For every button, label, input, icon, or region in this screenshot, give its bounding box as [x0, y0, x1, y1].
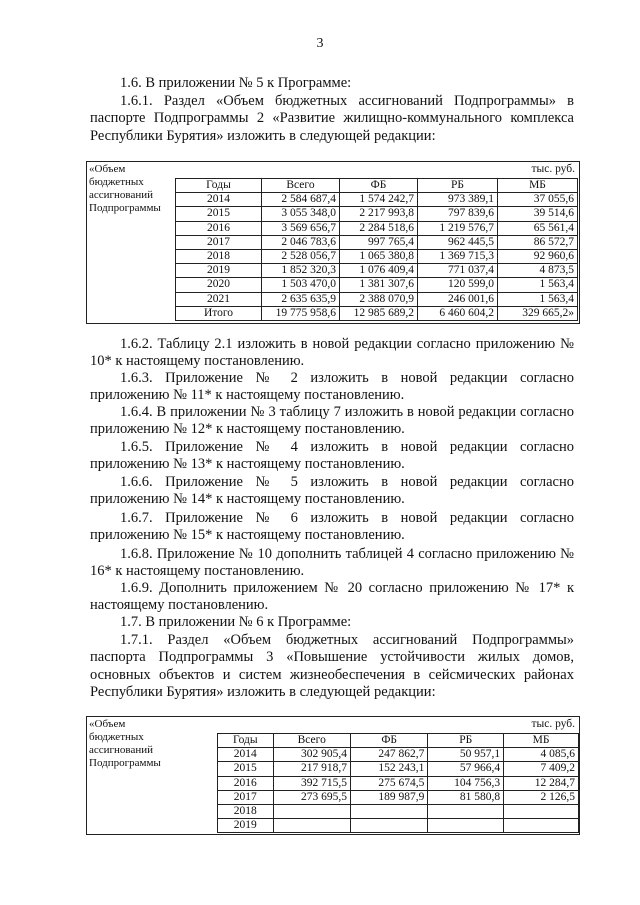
year-cell: 2017 — [218, 790, 274, 804]
column-header: Годы — [176, 179, 262, 193]
value-cell: 57 966,4 — [428, 762, 504, 776]
value-cell — [504, 805, 579, 819]
value-cell: 771 037,4 — [418, 264, 498, 278]
value-cell: 392 715,5 — [273, 776, 350, 790]
paragraph: 1.6.9. Дополнить приложением № 20 согласно приложению № 17* к настоящему постановлению. — [90, 580, 574, 614]
paragraph: 1.6.4. В приложении № 3 таблицу 7 изложить в новой редакции согласно приложению № 12* к настоящему постановлению. — [90, 404, 574, 438]
year-cell: 2020 — [176, 278, 262, 292]
value-cell: 86 572,7 — [498, 235, 578, 249]
table-row — [218, 748, 579, 762]
value-cell — [350, 805, 427, 819]
paragraph: 1.7.1. Раздел «Объем бюджетных ассигнований Подпрограммы» паспорта Подпрограммы 3 «Повышение устойчивости жилых домов, основных объектов и систем жизнеобеспечения в сейсмических районах Республики Бурятия» изложить в следующей редакции: — [90, 632, 574, 701]
table-row — [176, 235, 578, 249]
year-cell: 2019 — [176, 264, 262, 278]
table-header-row — [176, 179, 578, 193]
value-cell: 1 563,4 — [498, 278, 578, 292]
budget-table-subprogram-2 — [86, 161, 580, 324]
value-cell: 329 665,2» — [498, 306, 578, 320]
column-header: Всего — [273, 734, 350, 748]
value-cell: 997 765,4 — [340, 235, 418, 249]
value-cell: 1 852 320,3 — [262, 264, 340, 278]
year-cell: 2015 — [218, 762, 274, 776]
table-row — [218, 762, 579, 776]
table-row — [218, 790, 579, 804]
value-cell: 152 243,1 — [350, 762, 427, 776]
value-cell: 797 839,6 — [418, 207, 498, 221]
column-header: ФБ — [340, 179, 418, 193]
value-cell: 2 217 993,8 — [340, 207, 418, 221]
paragraph: 1.6.5. Приложение № 4 изложить в новой редакции согласно приложению № 13* к настоящему постановлению. — [90, 439, 574, 473]
paragraph: 1.7. В приложении № 6 к Программе: — [120, 614, 352, 630]
page-number: 3 — [316, 36, 324, 51]
table-label: «Объем бюджетных ассигнований Подпрограммы — [89, 163, 161, 214]
value-cell: 273 695,5 — [273, 790, 350, 804]
value-cell: 1 574 242,7 — [340, 193, 418, 207]
value-cell: 104 756,3 — [428, 776, 504, 790]
value-cell: 1 076 409,4 — [340, 264, 418, 278]
year-cell: 2016 — [218, 776, 274, 790]
table-row — [218, 776, 579, 790]
column-header: МБ — [498, 179, 578, 193]
section-1-6: 1.6. В приложении № 5 к Программе: — [120, 75, 352, 91]
value-cell: 1 369 715,3 — [418, 250, 498, 264]
value-cell: 2 635 635,9 — [262, 292, 340, 306]
table-row — [176, 193, 578, 207]
value-cell — [428, 805, 504, 819]
budget-table-subprogram-3 — [86, 716, 580, 835]
table-row — [176, 250, 578, 264]
value-cell: 247 862,7 — [350, 748, 427, 762]
column-header: Годы — [218, 734, 274, 748]
value-cell: 120 599,0 — [418, 278, 498, 292]
value-cell — [273, 819, 350, 833]
value-cell: 2 388 070,9 — [340, 292, 418, 306]
value-cell: 4 085,6 — [504, 748, 579, 762]
value-cell: 973 389,1 — [418, 193, 498, 207]
section-1-6-1: 1.6.1. Раздел «Объем бюджетных ассигнований Подпрограммы» в паспорте Подпрограммы 2 «Развитие жилищно-коммунального комплекса Республики Бурятия» изложить в следующей редакции: — [90, 93, 574, 144]
paragraph: 1.6.2. Таблицу 2.1 изложить в новой редакции согласно приложению № 10* к настоящему постановлению. — [90, 336, 574, 370]
column-header: РБ — [418, 179, 498, 193]
table-row — [176, 221, 578, 235]
value-cell: 19 775 958,6 — [262, 306, 340, 320]
value-cell: 12 284,7 — [504, 776, 579, 790]
value-cell: 189 987,9 — [350, 790, 427, 804]
year-cell: 2014 — [176, 193, 262, 207]
year-cell: 2018 — [176, 250, 262, 264]
value-cell: 217 918,7 — [273, 762, 350, 776]
value-cell: 3 569 656,7 — [262, 221, 340, 235]
value-cell — [428, 819, 504, 833]
value-cell: 92 960,6 — [498, 250, 578, 264]
table-row — [176, 264, 578, 278]
value-cell: 2 126,5 — [504, 790, 579, 804]
value-cell: 6 460 604,2 — [418, 306, 498, 320]
value-cell: 2 046 783,6 — [262, 235, 340, 249]
paragraph: 1.6.6. Приложение № 5 изложить в новой редакции согласно приложению № 14* к настоящему постановлению. — [90, 474, 574, 508]
value-cell: 2 584 687,4 — [262, 193, 340, 207]
value-cell: 246 001,6 — [418, 292, 498, 306]
value-cell: 37 055,6 — [498, 193, 578, 207]
value-cell: 65 561,4 — [498, 221, 578, 235]
value-cell: 1 563,4 — [498, 292, 578, 306]
value-cell: 7 409,2 — [504, 762, 579, 776]
column-header: ФБ — [350, 734, 427, 748]
budget-table — [175, 178, 578, 321]
table-unit: тыс. руб. — [531, 163, 575, 175]
year-cell: 2017 — [176, 235, 262, 249]
value-cell — [273, 805, 350, 819]
table-row — [176, 306, 578, 320]
table-unit: тыс. руб. — [531, 718, 575, 730]
budget-table — [217, 733, 579, 833]
year-cell: 2016 — [176, 221, 262, 235]
value-cell: 1 219 576,7 — [418, 221, 498, 235]
table-row — [176, 207, 578, 221]
value-cell: 39 514,6 — [498, 207, 578, 221]
table-row — [176, 292, 578, 306]
value-cell: 2 284 518,6 — [340, 221, 418, 235]
value-cell: 81 580,8 — [428, 790, 504, 804]
column-header: Всего — [262, 179, 340, 193]
table-label: «Объем бюджетных ассигнований Подпрограммы — [89, 718, 161, 769]
table-row — [218, 805, 579, 819]
value-cell: 4 873,5 — [498, 264, 578, 278]
value-cell: 962 445,5 — [418, 235, 498, 249]
year-cell: 2021 — [176, 292, 262, 306]
value-cell — [504, 819, 579, 833]
year-cell: 2015 — [176, 207, 262, 221]
column-header: РБ — [428, 734, 504, 748]
year-cell: 2019 — [218, 819, 274, 833]
value-cell: 275 674,5 — [350, 776, 427, 790]
table-row — [218, 819, 579, 833]
value-cell: 1 503 470,0 — [262, 278, 340, 292]
year-cell: Итого — [176, 306, 262, 320]
year-cell: 2014 — [218, 748, 274, 762]
value-cell: 50 957,1 — [428, 748, 504, 762]
table-header-row — [218, 734, 579, 748]
year-cell: 2018 — [218, 805, 274, 819]
value-cell: 1 381 307,6 — [340, 278, 418, 292]
paragraph: 1.6.7. Приложение № 6 изложить в новой редакции согласно приложению № 15* к настоящему постановлению. — [90, 510, 574, 544]
value-cell — [350, 819, 427, 833]
value-cell: 3 055 348,0 — [262, 207, 340, 221]
value-cell: 12 985 689,2 — [340, 306, 418, 320]
column-header: МБ — [504, 734, 579, 748]
paragraph: 1.6.8. Приложение № 10 дополнить таблицей 4 согласно приложению № 16* к настоящему постановлению. — [90, 546, 574, 580]
value-cell: 2 528 056,7 — [262, 250, 340, 264]
value-cell: 1 065 380,8 — [340, 250, 418, 264]
paragraph: 1.6.3. Приложение № 2 изложить в новой редакции согласно приложению № 11* к настоящему постановлению. — [90, 370, 574, 404]
table-row — [176, 278, 578, 292]
value-cell: 302 905,4 — [273, 748, 350, 762]
